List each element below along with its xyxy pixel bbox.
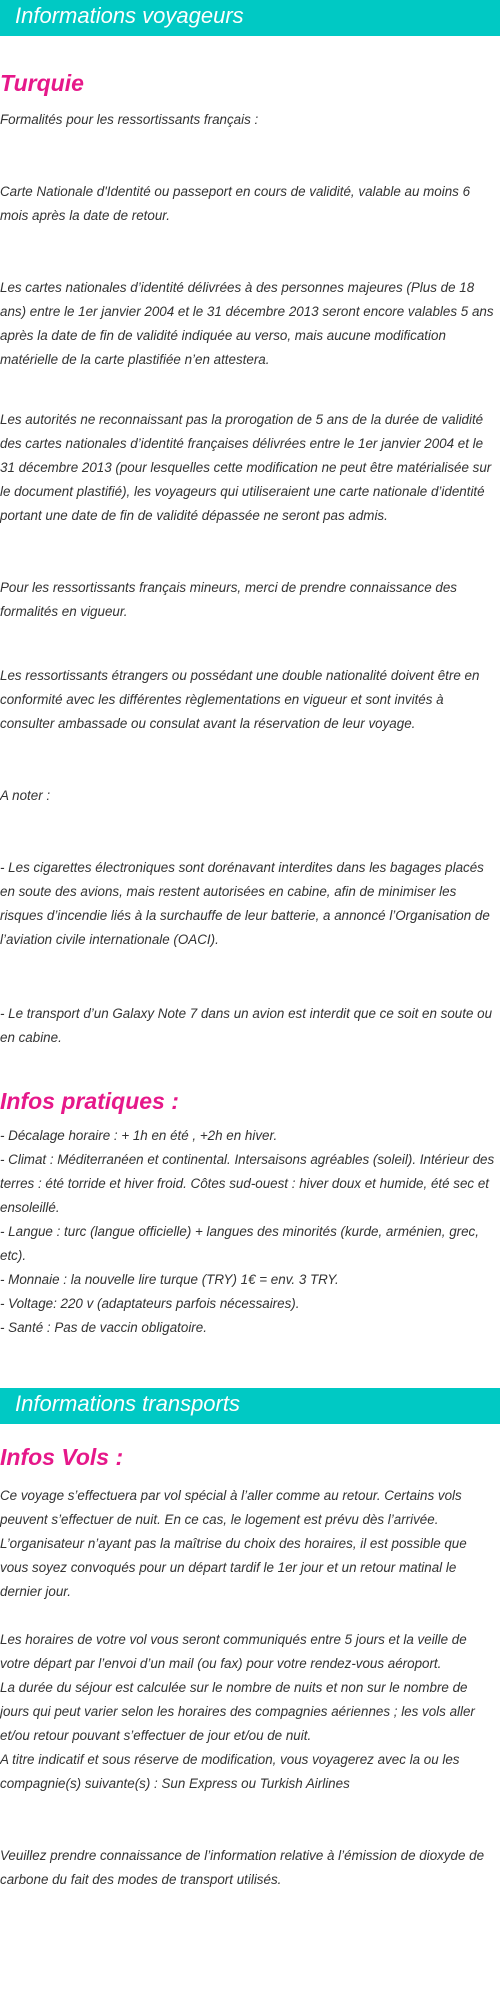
galaxy-note-paragraph: - Le transport d’un Galaxy Note 7 dans un avion est interdit que ce soit en soute ou en cabine.	[0, 1006, 493, 1045]
formalites-intro: Formalités pour les ressortissants français :	[0, 112, 259, 127]
voltage-item: - Voltage: 220 v (adaptateurs parfois nécessaires).	[0, 1296, 300, 1311]
a-noter-label: A noter :	[0, 788, 51, 803]
informations-voyageurs-banner: Informations voyageurs	[0, 0, 500, 36]
monnaie-item: - Monnaie : la nouvelle lire turque (TRY) 1€ = env. 3 TRY.	[0, 1272, 339, 1287]
horaires-paragraph: Les horaires de votre vol vous seront communiqués entre 5 jours et la veille de votre départ par l’envoi d’un mail (ou fax) pour votre rendez-vous aéroport.	[0, 1632, 467, 1671]
cartes-majeures-paragraph: Les cartes nationales d’identité délivrées à des personnes majeures (Plus de 18 ans) entre le 1er janvier 2004 et le 31 décembre 2013 seront encore valables 5 ans après la date de fin de validité indiquée au verso, mais aucune modification matérielle de la carte plastifiée n’en attestera.	[0, 280, 494, 367]
mineurs-paragraph: Pour les ressortissants français mineurs, merci de prendre connaissance des formalités en vigueur.	[0, 580, 457, 619]
duree-sejour-paragraph: La durée du séjour est calculée sur le nombre de nuits et non sur le nombre de jours qui peut varier selon les horaires des compagnies aériennes ; les vols aller et/ou retour pouvant s’effectuer de jour et/ou de nuit.	[0, 1680, 475, 1743]
dioxyde-carbone-paragraph: Veuillez prendre connaissance de l’information relative à l’émission de dioxyde de carbone du fait des modes de transport utilisés.	[0, 1848, 485, 1887]
climat-item: - Climat : Méditerranéen et continental. Intersaisons agréables (soleil). Intérieur des terres : été torride et hiver froid. Côtes sud-ouest : hiver doux et humide, été sec et ensoleillé.	[0, 1152, 495, 1215]
compagnies-paragraph: A titre indicatif et sous réserve de modification, vous voyagerez avec la ou les compagnie(s) suivante(s) : Sun Express ou Turkish Airlines	[0, 1752, 460, 1791]
sante-item: - Santé : Pas de vaccin obligatoire.	[0, 1320, 207, 1335]
informations-transports-banner: Informations transports	[0, 1388, 500, 1424]
horaires-block	[0, 1628, 500, 1796]
infos-pratiques-title: Infos pratiques :	[0, 1088, 179, 1114]
carte-identite-paragraph: Carte Nationale d'Identité ou passeport en cours de validité, valable au moins 6 mois après la date de retour.	[0, 184, 471, 223]
vols-paragraph: Ce voyage s’effectuera par vol spécial à l’aller comme au retour. Certains vols peuvent s’effectuer de nuit. En ce cas, le logement est prévu dès l’arrivée. L’organisateur n’ayant pas la maîtrise du choix des horaires, il est possible que vous soyez convoqués pour un départ tardif le 1er jour et un retour matinal le dernier jour.	[0, 1488, 467, 1599]
infos-pratiques-list	[0, 1124, 500, 1340]
etrangers-paragraph: Les ressortissants étrangers ou possédant une double nationalité doivent être en conformité avec les différentes règlementations en vigueur et sont invités à consulter ambassade ou consulat avant la réservation de leur voyage.	[0, 668, 480, 731]
langue-item: - Langue : turc (langue officielle) + langues des minorités (kurde, arménien, grec, etc).	[0, 1224, 479, 1263]
prorogation-paragraph: Les autorités ne reconnaissant pas la prorogation de 5 ans de la durée de validité des cartes nationales d’identité françaises délivrées entre le 1er janvier 2004 et le 31 décembre 2013 (pour lesquelles cette modification ne peut être matérialisée sur le document plastifié), les voyageurs qui utiliseraient une carte nationale d’identité portant une date de fin de validité dépassée ne seront pas admis.	[0, 412, 492, 523]
cigarettes-paragraph: - Les cigarettes électroniques sont dorénavant interdites dans les bagages placés en soute des avions, mais restent autorisées en cabine, afin de minimiser les risques d’incendie liés à la surchauffe de leur batterie, a annoncé l’Organisation de l’aviation civile internationale (OACI).	[0, 860, 490, 947]
country-title: Turquie	[0, 70, 84, 96]
decalage-horaire-item: - Décalage horaire : + 1h en été , +2h en hiver.	[0, 1128, 278, 1143]
infos-vols-title: Infos Vols :	[0, 1444, 124, 1470]
